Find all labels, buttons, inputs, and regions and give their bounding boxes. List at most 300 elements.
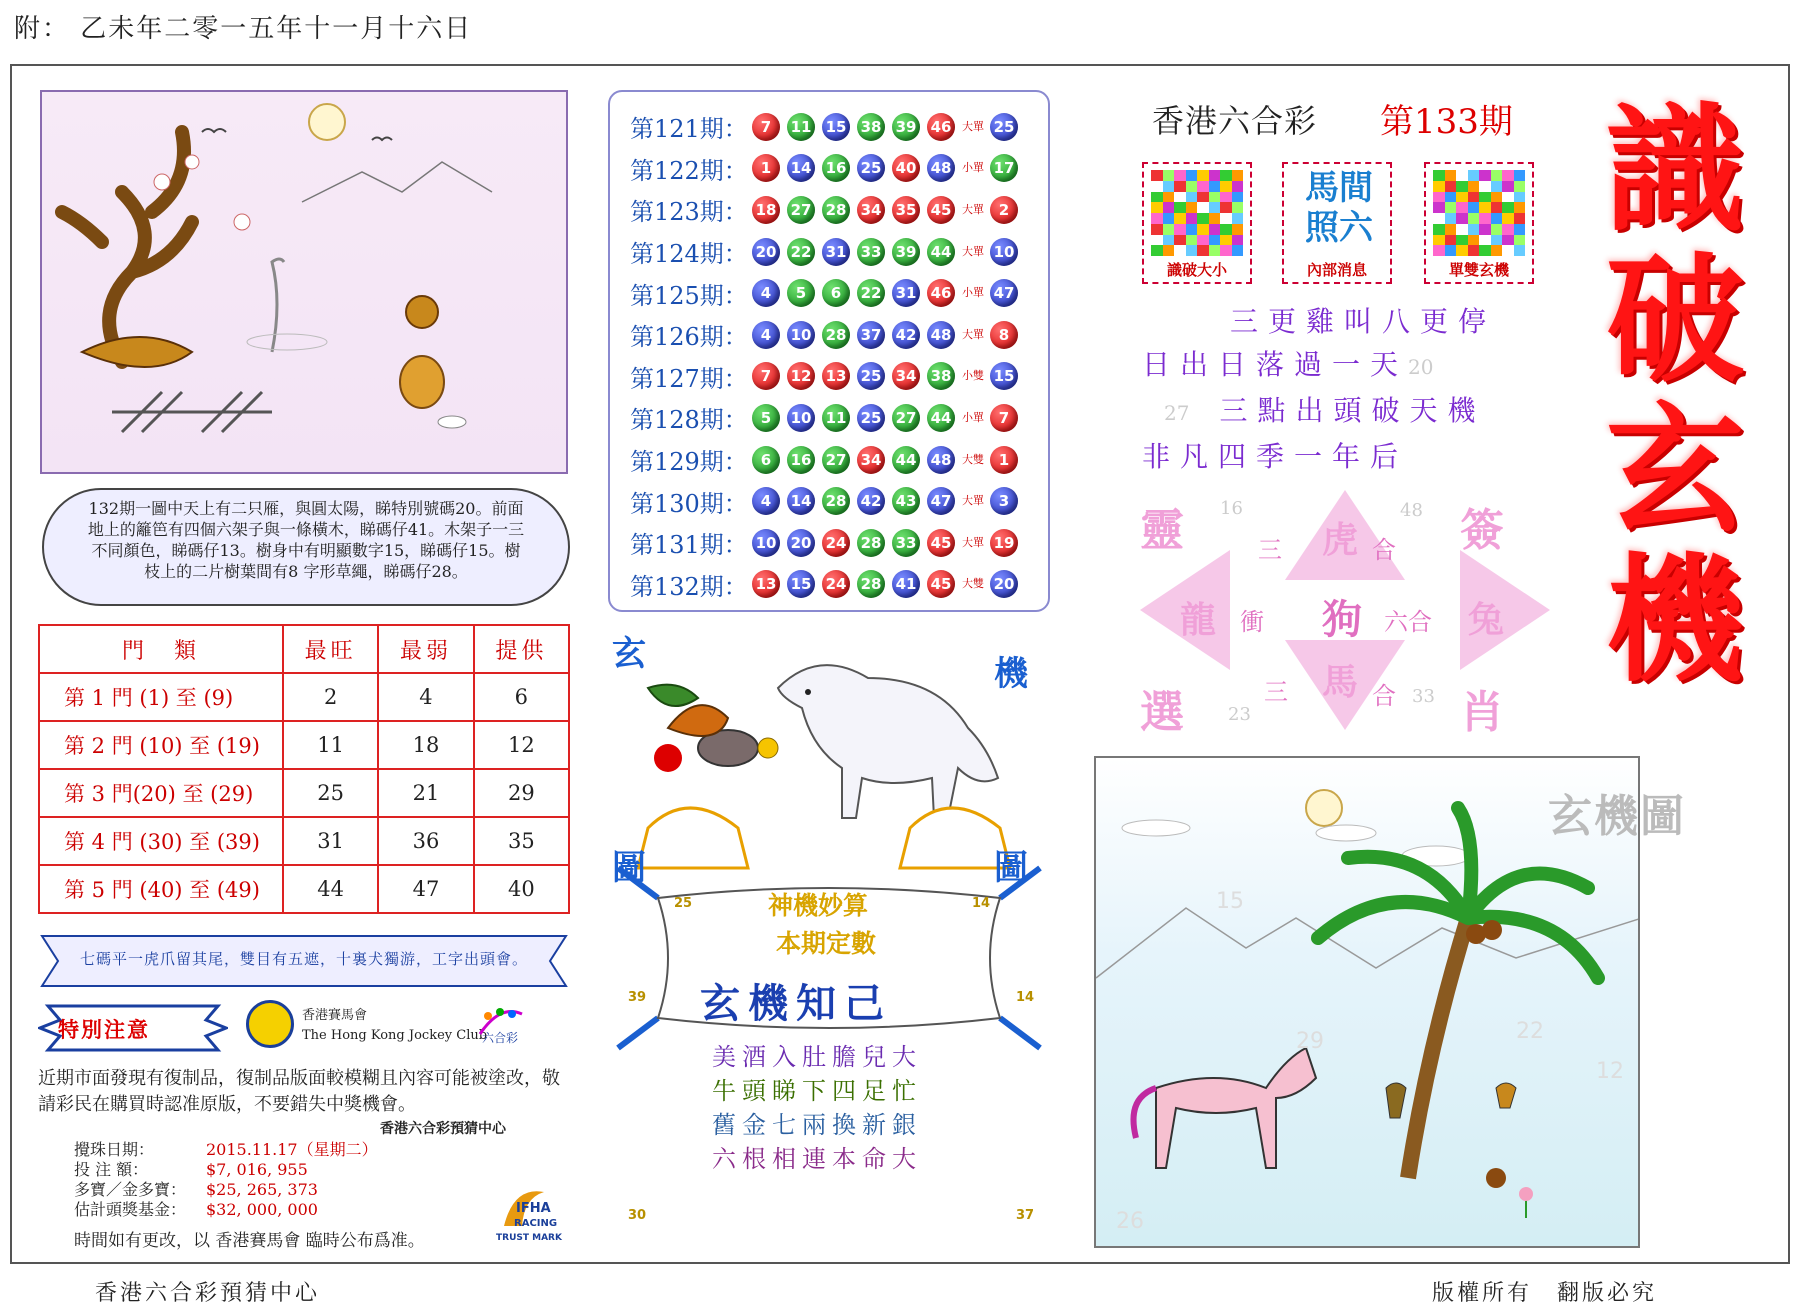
tree-scene-drawing: [42, 92, 568, 474]
compass-corner: 靈: [1140, 505, 1184, 556]
result-issue-label: 第131期：: [630, 531, 748, 560]
result-issue-label: 第125期：: [630, 281, 748, 310]
mosaic-cell: [1197, 235, 1209, 246]
number-ball: 41: [892, 570, 920, 598]
draw-date-value: 2015.11.17（星期二）: [206, 1140, 378, 1159]
main-title-char: 破: [1605, 240, 1744, 401]
header-cold: 最弱: [378, 625, 473, 673]
bird-number: 14: [1016, 990, 1035, 1005]
number-ball: 13: [752, 570, 780, 598]
footer-right: 版權所有 翻版必究: [1432, 1281, 1658, 1306]
mosaic-cell: [1514, 235, 1526, 246]
number-ball: 28: [822, 487, 850, 515]
number-ball: 39: [892, 238, 920, 266]
card-inside-news: [1282, 162, 1392, 284]
mosaic-cell: [1445, 181, 1457, 192]
right-poem: [1142, 300, 1496, 478]
jackpot-key: 多寶／金多寶：: [74, 1180, 187, 1199]
result-row: [630, 272, 1048, 314]
mosaic-cell: [1445, 192, 1457, 203]
special-number-ball: 25: [990, 113, 1018, 141]
mosaic-cell: [1197, 224, 1209, 235]
mosaic-cell: [1220, 181, 1232, 192]
gate-hot: 44: [283, 865, 378, 913]
number-ball: 33: [892, 529, 920, 557]
compass-left: 龍: [1180, 599, 1217, 641]
gate-hot: 31: [283, 817, 378, 865]
mosaic-cell: [1468, 181, 1480, 192]
card-label: 單雙玄機: [1448, 261, 1509, 279]
special-tag: 小單: [962, 161, 984, 175]
mosaic-cell: [1468, 224, 1480, 235]
mosaic-cell: [1491, 202, 1503, 213]
gate-cold: 47: [378, 865, 473, 913]
special-tag: 大單: [962, 202, 984, 216]
gate-hot: 2: [283, 673, 378, 721]
compass-right: 兔: [1468, 599, 1505, 641]
mosaic-cell: [1174, 235, 1186, 246]
hkjc-name: [302, 1006, 487, 1046]
mosaic-cell: [1491, 181, 1503, 192]
result-row: [630, 231, 1048, 273]
result-row: [630, 148, 1048, 190]
result-row: [630, 397, 1048, 439]
mosaic-cell: [1445, 202, 1457, 213]
mosaic-cell: [1502, 224, 1514, 235]
result-row: [630, 106, 1048, 148]
mosaic-cell: [1209, 181, 1221, 192]
compass-small: 三: [1258, 536, 1282, 564]
mosaic-cell: [1514, 224, 1526, 235]
poem-line: 舊金七兩換新銀: [712, 1111, 922, 1139]
mosaic-cell: [1220, 245, 1232, 256]
table-row: [39, 817, 569, 865]
mosaic-cell: [1209, 235, 1221, 246]
number-ball: 45: [927, 529, 955, 557]
mosaic-cell: [1456, 202, 1468, 213]
result-row: [630, 564, 1048, 606]
mosaic-cell: [1514, 213, 1526, 224]
number-ball: 38: [857, 113, 885, 141]
mosaic-cell: [1491, 224, 1503, 235]
mosaic-cell: [1186, 224, 1198, 235]
number-ball: 12: [787, 362, 815, 390]
table-row: [39, 721, 569, 769]
mosaic-cell: [1502, 181, 1514, 192]
gate-offer: 12: [474, 721, 569, 769]
mosaic-cell: [1232, 181, 1244, 192]
mosaic-cell: [1456, 192, 1468, 203]
mosaic-cell: [1163, 192, 1175, 203]
number-ball: 4: [752, 279, 780, 307]
compass-small: 六合: [1384, 608, 1432, 636]
notice-signature: 香港六合彩預猜中心: [380, 1121, 506, 1137]
number-ball: 7: [752, 362, 780, 390]
mosaic-cell: [1151, 192, 1163, 203]
compass-number: 33: [1412, 686, 1435, 707]
mosaic-cell: [1197, 245, 1209, 256]
hkjc-name-en: The Hong Kong Jockey Club: [302, 1028, 488, 1043]
gate-table-header: [39, 625, 569, 673]
number-ball: 25: [857, 154, 885, 182]
number-ball: 27: [787, 196, 815, 224]
special-number-ball: 7: [990, 404, 1018, 432]
mosaic-cell: [1232, 213, 1244, 224]
mosaic-cell: [1502, 202, 1514, 213]
card-odd-even-hint: [1424, 162, 1534, 284]
mosaic-cell: [1514, 202, 1526, 213]
mid-title: 玄機知己: [700, 980, 892, 1027]
mosaic-cell: [1186, 202, 1198, 213]
gate-label: 第 3 門(20) 至 (29): [39, 769, 283, 817]
special-tag: 大單: [962, 244, 984, 258]
mosaic-cell: [1468, 202, 1480, 213]
number-ball: 28: [857, 529, 885, 557]
special-tag: 小雙: [962, 369, 984, 383]
gate-cold: 4: [378, 673, 473, 721]
number-ball: 6: [822, 279, 850, 307]
number-ball: 46: [927, 279, 955, 307]
mosaic-cell: [1433, 170, 1445, 181]
mid-poem: [712, 1040, 922, 1176]
pic-number: 22: [1516, 1019, 1544, 1044]
number-ball: 22: [857, 279, 885, 307]
number-ball: 13: [822, 362, 850, 390]
mosaic-cell: [1479, 181, 1491, 192]
number-ball: 44: [927, 404, 955, 432]
mosaic-cell: [1163, 213, 1175, 224]
mosaic-cell: [1220, 224, 1232, 235]
mosaic-cell: [1151, 181, 1163, 192]
number-ball: 10: [752, 529, 780, 557]
number-ball: 25: [857, 362, 885, 390]
number-ball: 34: [857, 446, 885, 474]
bird-number: 39: [628, 990, 647, 1005]
mosaic-cell: [1186, 213, 1198, 224]
mosaic-cell: [1514, 245, 1526, 256]
number-ball: 34: [857, 196, 885, 224]
special-tag: 小單: [962, 286, 984, 300]
gold-line: 神機妙算: [768, 891, 869, 920]
mosaic-cell: [1174, 224, 1186, 235]
number-ball: 31: [892, 279, 920, 307]
result-row: [630, 522, 1048, 564]
notice-text: 近期市面發現有復制品，復制品版面較模糊且內容可能被塗改，敬請彩民在購買時認准原版，不要錯失中獎機會。: [38, 1068, 560, 1115]
number-ball: 25: [857, 404, 885, 432]
mosaic-cell: [1514, 170, 1526, 181]
gate-label: 第 4 門 (30) 至 (39): [39, 817, 283, 865]
special-number-ball: 47: [990, 279, 1018, 307]
mosaic-cell: [1445, 213, 1457, 224]
number-ball: 37: [857, 321, 885, 349]
compass-corner: 選: [1140, 687, 1184, 738]
poem-line: [1142, 435, 1496, 478]
result-issue-label: 第127期：: [630, 364, 748, 393]
mosaic-cell: [1163, 235, 1175, 246]
bird-number: 30: [628, 1208, 647, 1223]
card-main-text: 馬間照六: [1305, 168, 1373, 248]
compass-down: 馬: [1322, 661, 1359, 703]
mosaic-cell: [1433, 235, 1445, 246]
special-tag: 大單: [962, 327, 984, 341]
poem-line-text: 非凡四季一年后: [1142, 440, 1409, 473]
special-number-ball: 15: [990, 362, 1018, 390]
number-ball: 4: [752, 487, 780, 515]
riddle-explanation: 132期一圖中天上有二只雁，與圓太陽，睇特別號碼20。前面地上的籬笆有四個六架子與一條橫木，睇碼仔41。木架子一三不同顏色，睇碼仔13。樹身中有明顯數字15，睇碼仔15。樹枝上的二片樹葉間有8 字形草繩，睇碼仔28。: [42, 488, 570, 606]
mosaic-cell: [1209, 224, 1221, 235]
ox-number: 25: [674, 896, 693, 911]
number-ball: 46: [927, 113, 955, 141]
mosaic-cell: [1232, 224, 1244, 235]
issue-number: 第133期: [1380, 102, 1513, 142]
table-row: [39, 865, 569, 913]
mosaic-cell: [1479, 170, 1491, 181]
past-results-panel: [608, 90, 1050, 612]
mosaic-cell: [1468, 170, 1480, 181]
header-offer: 提供: [474, 625, 569, 673]
results-list: [630, 106, 1048, 605]
number-ball: 27: [822, 446, 850, 474]
number-ball: 42: [857, 487, 885, 515]
number-ball: 5: [752, 404, 780, 432]
poem-line: 美酒入肚膽兒大: [712, 1043, 922, 1071]
poem-faint-number: 20: [1408, 355, 1434, 379]
result-issue-label: 第128期：: [630, 406, 748, 435]
special-number-ball: 17: [990, 154, 1018, 182]
footer-left: 香港六合彩預猜中心: [95, 1281, 321, 1306]
header-hot: 最旺: [283, 625, 378, 673]
number-ball: 4: [752, 321, 780, 349]
compass-number: 23: [1228, 704, 1251, 725]
compass-small: 合: [1372, 682, 1396, 710]
result-issue-label: 第122期：: [630, 156, 748, 185]
mosaic-cell: [1491, 245, 1503, 256]
number-ball: 11: [787, 113, 815, 141]
draw-info-row: [74, 1140, 378, 1160]
special-number-ball: 19: [990, 529, 1018, 557]
mosaic-cell: [1491, 213, 1503, 224]
mosaic-cell: [1479, 202, 1491, 213]
gate-offer: 40: [474, 865, 569, 913]
mosaic-cell: [1174, 192, 1186, 203]
mosaic-cell: [1232, 192, 1244, 203]
mosaic-cell: [1209, 192, 1221, 203]
xuanji-picture-label: 玄機圖: [1548, 791, 1686, 842]
mosaic-cell: [1468, 192, 1480, 203]
gate-cold: 18: [378, 721, 473, 769]
mosaic-cell: [1491, 235, 1503, 246]
mosaic-cell: [1445, 224, 1457, 235]
mosaic-cell: [1468, 213, 1480, 224]
number-ball: 33: [857, 238, 885, 266]
mosaic-cell: [1502, 213, 1514, 224]
header-category: 門 類: [39, 625, 283, 673]
mosaic-cell: [1491, 170, 1503, 181]
ox-number: 14: [972, 896, 991, 911]
mosaic-cell: [1209, 245, 1221, 256]
card-label: 內部消息: [1306, 261, 1367, 279]
number-ball: 10: [787, 404, 815, 432]
mosaic-cell: [1151, 170, 1163, 181]
mosaic-cell: [1456, 170, 1468, 181]
poem-line: [1142, 343, 1496, 389]
mosaic-cell: [1514, 192, 1526, 203]
result-row: [630, 480, 1048, 522]
mosaic-cell: [1456, 245, 1468, 256]
result-issue-label: 第124期：: [630, 240, 748, 269]
compass-corner: 肖: [1460, 687, 1504, 738]
mid-corner-char: 圖: [612, 848, 646, 888]
mosaic-cell: [1151, 202, 1163, 213]
number-ball: 43: [892, 487, 920, 515]
mosaic-cell: [1502, 245, 1514, 256]
bird-number: 37: [1016, 1208, 1035, 1223]
card-label: 識破大小: [1166, 261, 1227, 279]
gate-cold: 21: [378, 769, 473, 817]
mosaic-cell: [1456, 213, 1468, 224]
mosaic-cell: [1174, 181, 1186, 192]
poem-line-text: 三點出頭破天機: [1219, 394, 1486, 427]
mosaic-cell: [1163, 245, 1175, 256]
card-size-hint: [1142, 162, 1252, 284]
issue-date: 附： 乙未年二零一五年十一月十六日: [14, 14, 473, 44]
mosaic-cell: [1197, 213, 1209, 224]
number-ball: 18: [752, 196, 780, 224]
mosaic-cell: [1433, 192, 1445, 203]
turnover-value: $7, 016, 955: [206, 1160, 308, 1179]
mosaic-cell: [1220, 202, 1232, 213]
special-tag: 大單: [962, 494, 984, 508]
poem-line-text: 日出日落過一天: [1142, 348, 1409, 381]
result-issue-label: 第132期：: [630, 572, 748, 601]
number-ball: 28: [857, 570, 885, 598]
number-ball: 1: [752, 154, 780, 182]
poem-faint-number: 27: [1164, 401, 1190, 425]
special-number-ball: 3: [990, 487, 1018, 515]
mosaic-cell: [1502, 235, 1514, 246]
number-ball: 34: [892, 362, 920, 390]
compass-number: 48: [1400, 500, 1423, 521]
mosaic-cell: [1468, 235, 1480, 246]
mosaic-cell: [1197, 170, 1209, 181]
ifha-line2: RACING: [514, 1218, 558, 1229]
gate-offer: 6: [474, 673, 569, 721]
mosaic-cell: [1445, 170, 1457, 181]
draw-info: [74, 1140, 378, 1220]
mosaic-cell: [1479, 192, 1491, 203]
number-ball: 40: [892, 154, 920, 182]
number-ball: 35: [892, 196, 920, 224]
draw-info-row: [74, 1160, 378, 1180]
number-ball: 28: [822, 196, 850, 224]
table-row: [39, 673, 569, 721]
mosaic-cell: [1491, 192, 1503, 203]
mosaic-cell: [1209, 202, 1221, 213]
mosaic-cell: [1174, 245, 1186, 256]
mosaic-cell: [1220, 235, 1232, 246]
mid-corner-char: 玄: [612, 634, 646, 674]
gate-label: 第 2 門 (10) 至 (19): [39, 721, 283, 769]
gate-offer: 29: [474, 769, 569, 817]
turnover-key: 投 注 額：: [74, 1160, 149, 1179]
table-row: [39, 769, 569, 817]
special-number-ball: 1: [990, 446, 1018, 474]
compass-number: 16: [1220, 498, 1243, 519]
mosaic-cell: [1220, 213, 1232, 224]
result-issue-label: 第126期：: [630, 323, 748, 352]
mosaic-cell: [1232, 170, 1244, 181]
hint-ribbon-text: 七碼平一虎爪留其尾，雙目有五遮，十裏犬獨游，工字出頭會。: [79, 950, 528, 968]
ifha-line1: IFHA: [516, 1201, 551, 1216]
number-ball: 45: [927, 196, 955, 224]
mosaic-cell: [1456, 181, 1468, 192]
mosaic-cell: [1456, 235, 1468, 246]
number-ball: 15: [787, 570, 815, 598]
ifha-line3: TRUST MARK: [496, 1233, 562, 1243]
mosaic-cell: [1479, 224, 1491, 235]
result-issue-label: 第121期：: [630, 115, 748, 144]
mosaic-cell: [1186, 235, 1198, 246]
number-ball: 44: [892, 446, 920, 474]
special-tag: 大單: [962, 535, 984, 549]
lottery-name: 香港六合彩: [1152, 102, 1318, 140]
mosaic-cell: [1209, 213, 1221, 224]
mosaic-cell: [1433, 213, 1445, 224]
mosaic-cell: [1163, 181, 1175, 192]
number-ball: 14: [787, 154, 815, 182]
mosaic-cell: [1433, 202, 1445, 213]
notice-badge-label: 特別注意: [58, 1017, 150, 1042]
gate-offer: 35: [474, 817, 569, 865]
number-ball: 47: [927, 487, 955, 515]
number-ball: 44: [927, 238, 955, 266]
number-ball: 24: [822, 529, 850, 557]
gate-cold: 36: [378, 817, 473, 865]
number-ball: 45: [927, 570, 955, 598]
hkjc-name-cn: 香港賽馬會: [302, 1008, 368, 1023]
mosaic-cell: [1197, 181, 1209, 192]
number-ball: 28: [822, 321, 850, 349]
number-ball: 11: [822, 404, 850, 432]
poem-line: [1142, 389, 1496, 435]
result-issue-label: 第129期：: [630, 448, 748, 477]
pic-number: 29: [1296, 1029, 1324, 1054]
mosaic-cell: [1186, 181, 1198, 192]
mosaic-cell: [1151, 224, 1163, 235]
mosaic-cell: [1433, 224, 1445, 235]
number-ball: 31: [822, 238, 850, 266]
mid-corner-char: 機: [994, 654, 1028, 694]
compass-corner: 簽: [1460, 505, 1504, 556]
number-ball: 48: [927, 154, 955, 182]
main-title-char: 玄: [1605, 390, 1744, 551]
mosaic-pattern: [1151, 170, 1243, 256]
number-ball: 27: [892, 404, 920, 432]
mosaic-cell: [1197, 192, 1209, 203]
mosaic-cell: [1186, 192, 1198, 203]
mosaic-cell: [1502, 192, 1514, 203]
mosaic-cell: [1174, 170, 1186, 181]
pic-number: 15: [1216, 889, 1244, 914]
gate-hot: 25: [283, 769, 378, 817]
mosaic-cell: [1232, 202, 1244, 213]
result-row: [630, 189, 1048, 231]
number-ball: 42: [892, 321, 920, 349]
special-number-ball: 20: [990, 570, 1018, 598]
number-ball: 48: [927, 446, 955, 474]
number-ball: 7: [752, 113, 780, 141]
mosaic-cell: [1479, 235, 1491, 246]
